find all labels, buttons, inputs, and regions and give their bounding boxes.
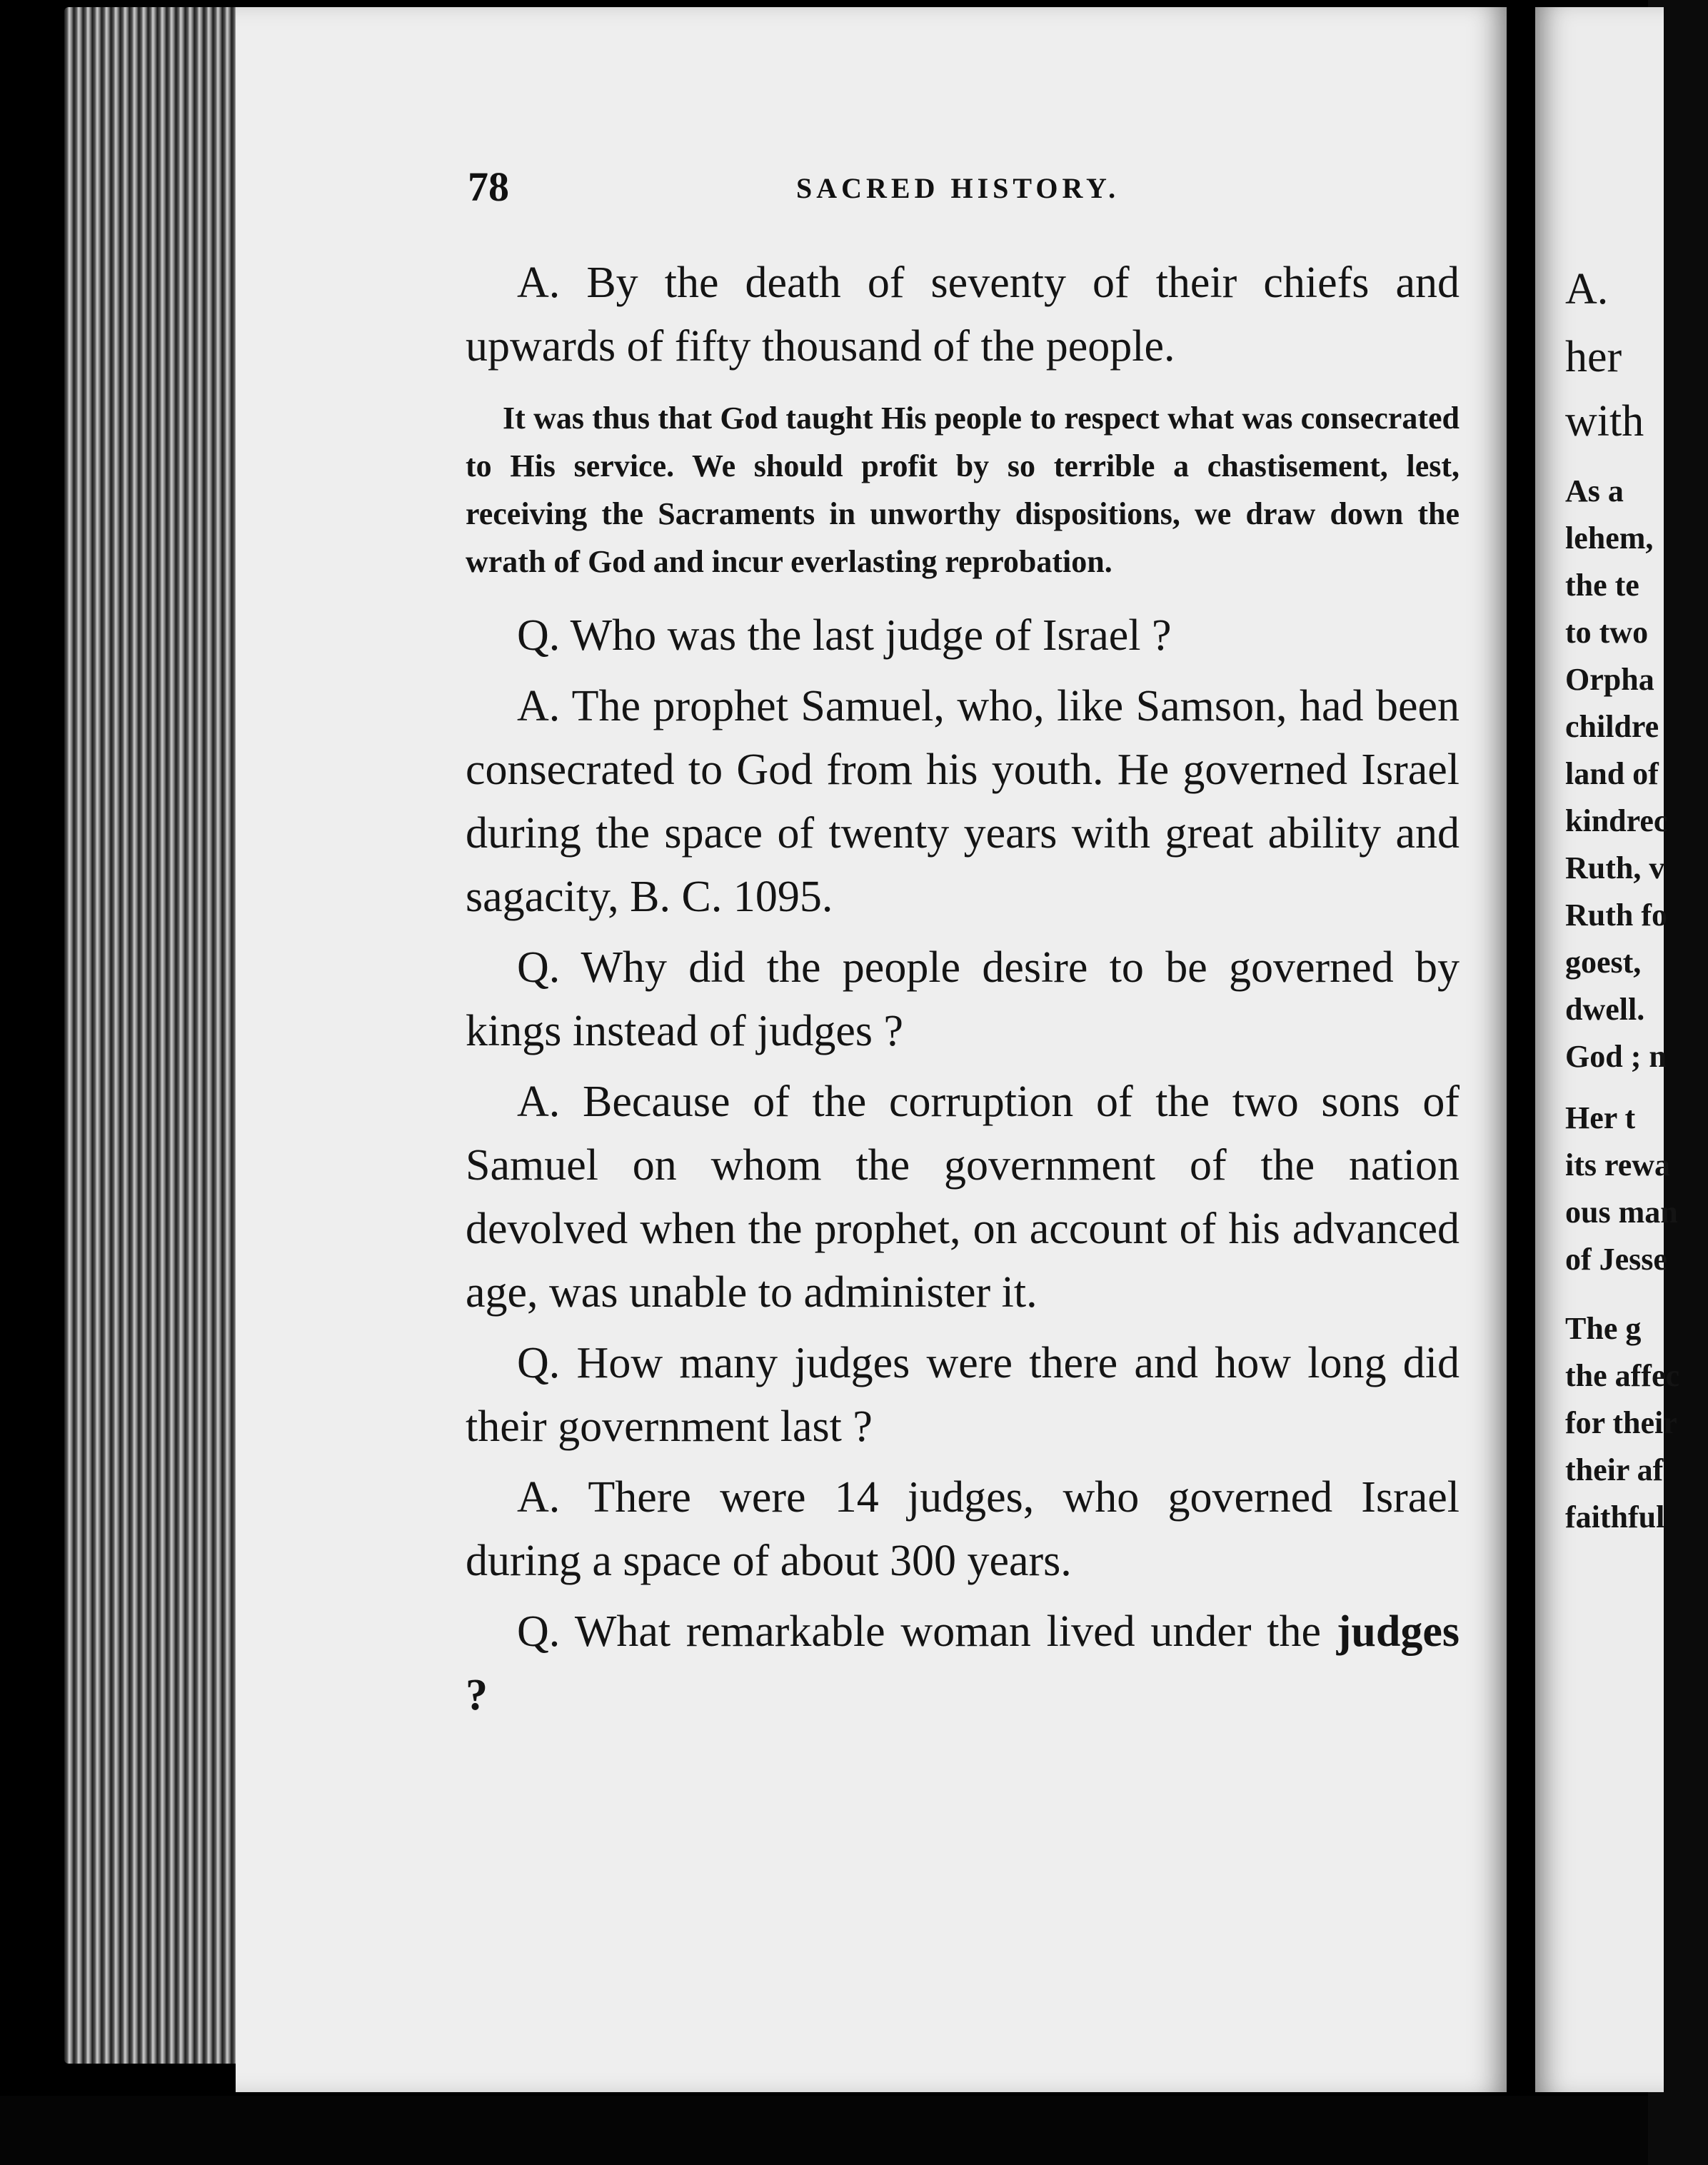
right-line: As a — [1565, 473, 1624, 508]
question-paragraph: Q. Why did the people desire to be governed by kings instead of judges ? — [466, 943, 1460, 1055]
right-page — [1535, 7, 1680, 2092]
right-line: her — [1565, 333, 1622, 381]
right-line: Ruth fo — [1565, 898, 1668, 933]
right-line: The g — [1565, 1311, 1642, 1346]
right-line: kindrec — [1565, 803, 1668, 838]
answer-paragraph: A. There were 14 judges, who governed Israel during a space of about 300 years. — [466, 1473, 1460, 1585]
right-line: Orpha — [1565, 662, 1654, 697]
right-line: lehem, — [1565, 521, 1654, 556]
body-text — [466, 251, 1460, 1734]
right-line: of Jesse — [1565, 1242, 1667, 1277]
right-line: childre — [1565, 709, 1659, 744]
running-title: SACRED HISTORY. — [796, 172, 1120, 204]
right-line: their af — [1565, 1452, 1664, 1487]
question-paragraph — [466, 1600, 1460, 1727]
commentary-note: It was thus that God taught His people to respect what was consecrated to His service. We should profit by so terrible a chastisement, lest, receiving the Sacraments in unworthy dispositions, we draw down the wrath of God and incur everlasting reprobation. — [466, 401, 1460, 579]
page-edge-stack — [64, 7, 236, 2064]
right-line: goest, — [1565, 945, 1642, 980]
right-line: for their — [1565, 1405, 1677, 1440]
right-line: to two — [1565, 615, 1649, 650]
question-text-end: judges ? — [466, 1607, 1460, 1719]
right-line: the te — [1565, 568, 1639, 603]
right-line: its rewa — [1565, 1147, 1671, 1182]
answer-paragraph: A. Because of the corruption of the two sons of Samuel on whom the government of the nation devolved when the prophet, on account of his advanced age, was unable to administer it. — [466, 1078, 1460, 1317]
right-line: with — [1565, 397, 1644, 446]
right-line: Ruth, v — [1565, 850, 1665, 885]
right-line: dwell. — [1565, 992, 1645, 1027]
page-number: 78 — [468, 164, 509, 210]
right-line: ous man — [1565, 1195, 1678, 1230]
question-paragraph: Q. How many judges were there and how long did their government last ? — [466, 1339, 1460, 1451]
question-paragraph: Q. Who was the last judge of Israel ? — [517, 611, 1172, 660]
running-head — [468, 163, 1460, 213]
right-line: A. — [1565, 265, 1609, 313]
question-text: Q. What remarkable woman lived under the — [517, 1607, 1337, 1656]
answer-paragraph: A. By the death of seventy of their chiefs and upwards of fifty thousand of the people. — [466, 258, 1460, 371]
right-line: land of — [1565, 756, 1659, 791]
right-line: Her t — [1565, 1100, 1636, 1135]
scan-bottom-edge — [0, 2096, 1648, 2165]
answer-paragraph: A. The prophet Samuel, who, like Samson, had been consecrated to God from his youth. He governed Israel during the space of twenty years with great ability and sagacity, B. C. 1095. — [466, 682, 1460, 921]
right-line: God ; n — [1565, 1039, 1667, 1074]
right-line: the affec — [1565, 1358, 1680, 1393]
right-line: faithful — [1565, 1500, 1665, 1534]
